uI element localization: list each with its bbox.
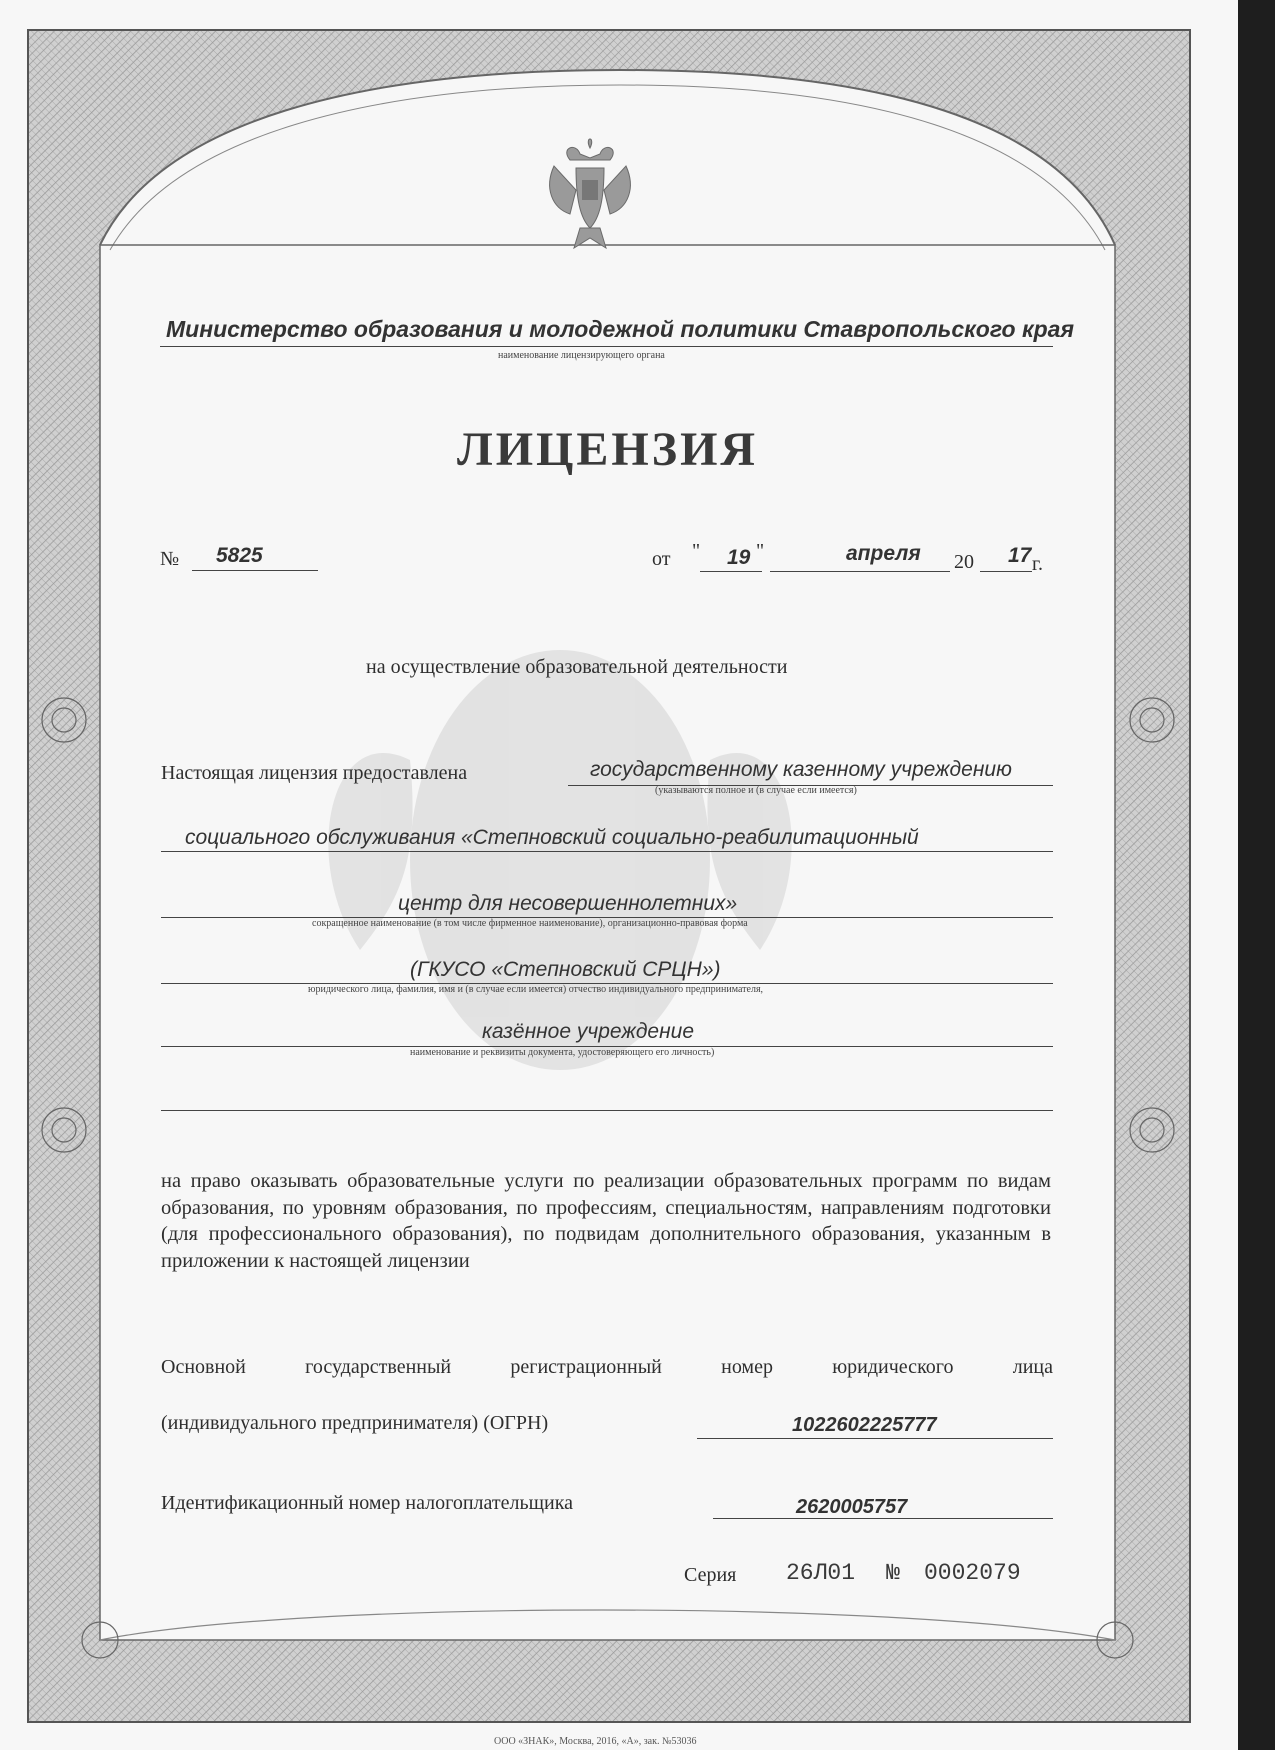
inn-label: Идентификационный номер налогоплательщика (161, 1492, 574, 1514)
license-purpose: на осуществление образовательной деятельности (366, 656, 788, 678)
grantee-caption-2: сокращенное наименование (в том числе фирменное наименование), организационно-правовая форма (312, 918, 748, 929)
inn-underline (713, 1518, 1053, 1519)
year-abbr: г. (1032, 553, 1043, 575)
ogrn-underline (697, 1438, 1053, 1439)
number-sign: № (160, 548, 180, 570)
rights-paragraph: на право оказывать образовательные услуги по реализации образовательных программ по видам образования, по уровням образования, по профессиям, специальностям, направлениям подготовки (для профессионального образования), по подвидам дополнительного образования, указанным в приложении к настоящей лицензии (161, 1170, 1051, 1272)
date-open-quote: " (692, 540, 701, 562)
grantee-underline-2 (161, 851, 1053, 852)
grantee-caption-1: (указываются полное и (в случае если имеется) (655, 785, 857, 796)
series-label: Серия (684, 1564, 737, 1586)
series-number-sign: № (886, 1560, 900, 1586)
number-underline (192, 570, 318, 571)
license-day: 19 (727, 546, 751, 569)
printer-imprint: ООО «ЗНАК», Москва, 2016, «А», зак. №53036 (494, 1736, 697, 1747)
grantee-line-1: государственному казенному учреждению (590, 758, 1012, 781)
year-prefix: 20 (954, 551, 974, 573)
series-code: 26Л01 (786, 1560, 856, 1586)
series-number: 0002079 (924, 1560, 1021, 1586)
ogrn-label-line-2: (индивидуального предпринимателя) (ОГРН) (161, 1412, 549, 1434)
scan-edge (1238, 0, 1275, 1750)
issuer-caption: наименование лицензирующего органа (498, 350, 665, 361)
inn-value: 2620005757 (796, 1496, 908, 1518)
license-month: апреля (846, 542, 921, 565)
grantee-legal-form: казённое учреждение (482, 1020, 695, 1043)
state-emblem-icon (540, 128, 640, 253)
document-title: ЛИЦЕНЗИЯ (456, 423, 759, 476)
ogrn-label-line-1: Основной государственный регистрационный номер юридического лица (161, 1356, 1053, 1378)
grantee-caption-4: наименование и реквизиты документа, удостоверяющего его личность) (410, 1047, 715, 1058)
grantee-line-2: социального обслуживания «Степновский социально-реабилитационный (185, 826, 919, 849)
license-year: 17 (1008, 544, 1032, 567)
grantee-short-name: (ГКУСО «Степновский СРЦН») (410, 958, 721, 981)
issuer-underline (160, 346, 1053, 347)
year-underline (980, 571, 1032, 572)
ogrn-value: 1022602225777 (792, 1414, 937, 1436)
month-underline (770, 571, 950, 572)
issuer-name: Министерство образования и молодежной политики Ставропольского края (165, 316, 1075, 342)
date-prefix: от (652, 548, 671, 570)
grantee-intro: Настоящая лицензия предоставлена (161, 762, 468, 784)
license-number: 5825 (216, 544, 263, 567)
day-underline (700, 571, 762, 572)
grantee-caption-3: юридического лица, фамилия, имя и (в случае если имеется) отчество индивидуального предпринимателя, (308, 984, 764, 995)
date-close-quote: " (756, 540, 765, 562)
grantee-line-3: центр для несовершеннолетних» (398, 892, 738, 915)
grantee-underline-6 (161, 1110, 1053, 1111)
